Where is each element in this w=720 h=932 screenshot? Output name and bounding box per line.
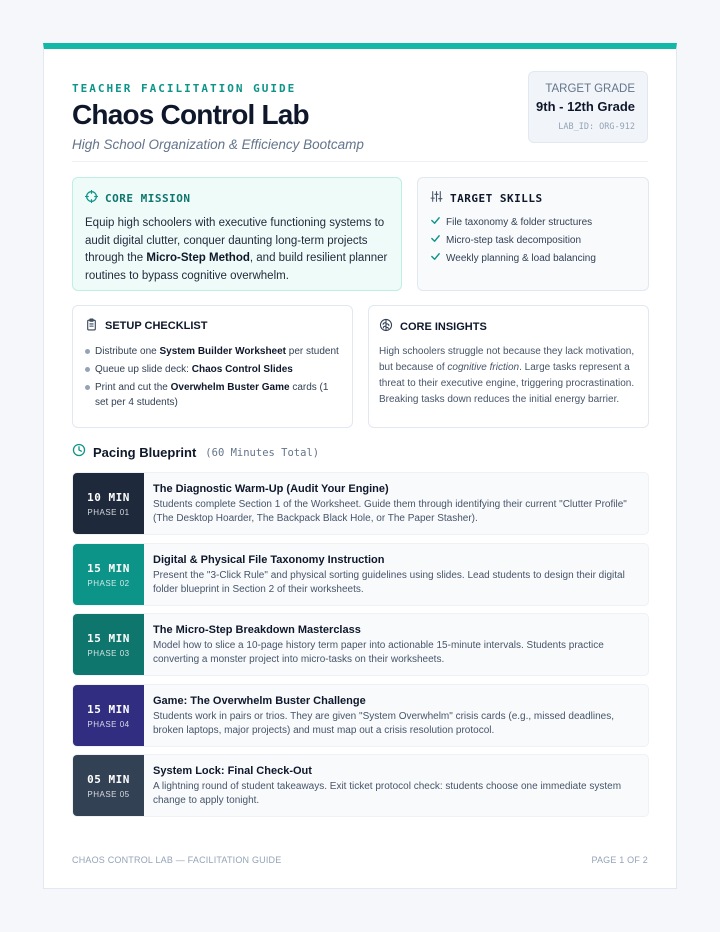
setup-checklist-card (72, 305, 353, 428)
document-page (43, 43, 677, 889)
target-skills-title: TARGET SKILLS (450, 191, 543, 205)
phase-card-01 (72, 472, 649, 535)
core-insights-text: High schoolers struggle not because they lack motivation, but because of cognitive friction. Large tasks represent a threat to their executive engine, triggering procrastination. Breaking tasks down reduces the initial energy barrier. (379, 346, 635, 405)
core-mission-heading (85, 190, 389, 206)
pacing-title: Pacing Blueprint (93, 445, 197, 460)
phase-body (144, 544, 648, 605)
list-item (430, 213, 636, 231)
setup-checklist-heading (85, 318, 340, 334)
phase-card-05 (72, 754, 649, 817)
phase-tag (73, 473, 144, 534)
phase-body (144, 755, 648, 816)
phase-title: The Diagnostic Warm-Up (Audit Your Engine) (153, 483, 389, 495)
header-divider (72, 161, 648, 162)
target-skills-heading (430, 190, 636, 206)
phase-tag (73, 544, 144, 605)
phase-tag (73, 755, 144, 816)
page-subtitle: High School Organization & Efficiency Bootcamp (72, 137, 364, 152)
pacing-total-duration: (60 Minutes Total) (205, 446, 320, 459)
list-item: Queue up slide deck: Chaos Control Slides (85, 362, 340, 377)
phase-title: Digital & Physical File Taxonomy Instruction (153, 554, 385, 566)
phase-description: Students complete Section 1 of the Worksheet. Guide them through identifying their current "Clutter Profile" (The Desktop Hoarder, The Backpack Black Hole, or The Paper Stasher). (153, 499, 627, 524)
brain-icon (379, 318, 393, 335)
list-item (430, 231, 636, 249)
setup-checklist-title: SETUP CHECKLIST (105, 320, 208, 332)
lab-id: LAB_ID: ORG-912 (558, 122, 635, 132)
phase-description: Model how to slice a 10-page history term paper into actionable 15-minute intervals. Students practice converting a monster project into micro-tasks on their worksheets. (153, 640, 604, 665)
footer-page-number: PAGE 1 OF 2 (591, 855, 648, 865)
phase-duration: 15 MIN (87, 703, 130, 716)
phase-tag (73, 685, 144, 746)
phase-body (144, 685, 648, 746)
phase-title: Game: The Overwhelm Buster Challenge (153, 695, 366, 707)
list-item: Distribute one System Builder Worksheet per student (85, 344, 340, 359)
grade-value: 9th - 12th Grade (536, 99, 635, 114)
phase-card-03 (72, 613, 649, 676)
phase-tag (73, 614, 144, 675)
phase-number: PHASE 01 (87, 508, 130, 517)
phase-title: The Micro-Step Breakdown Masterclass (153, 624, 361, 636)
clipboard-icon (85, 318, 98, 334)
phase-card-02 (72, 543, 649, 606)
core-mission-title: CORE MISSION (105, 191, 191, 205)
phase-title: System Lock: Final Check-Out (153, 765, 312, 777)
phase-number: PHASE 05 (87, 790, 130, 799)
footer-document-title: CHAOS CONTROL LAB — FACILITATION GUIDE (72, 855, 282, 865)
core-mission-card (72, 177, 402, 291)
skill-label: Micro-step task decomposition (446, 234, 582, 246)
skill-list (430, 213, 636, 267)
phase-description: A lightning round of student takeaways. Exit ticket protocol check: students choose one immediate system change to apply tonight. (153, 781, 622, 806)
phase-duration: 10 MIN (87, 491, 130, 504)
skill-label: File taxonomy & folder structures (446, 216, 593, 228)
grade-label: TARGET GRADE (545, 83, 635, 95)
core-insights-title: CORE INSIGHTS (400, 320, 487, 333)
phase-body (144, 614, 648, 675)
check-icon (430, 251, 441, 265)
target-skills-card (417, 177, 649, 291)
check-icon (430, 233, 441, 247)
list-item (430, 249, 636, 267)
list-item: Print and cut the Overwhelm Buster Game cards (1 set per 4 students) (85, 380, 340, 410)
sliders-icon (430, 190, 443, 206)
check-icon (430, 215, 441, 229)
phase-duration: 05 MIN (87, 773, 130, 786)
eyebrow-label: TEACHER FACILITATION GUIDE (72, 82, 297, 95)
phase-duration: 15 MIN (87, 632, 130, 645)
phase-body (144, 473, 648, 534)
phase-number: PHASE 02 (87, 579, 130, 588)
skill-label: Weekly planning & load balancing (446, 252, 596, 264)
target-grade-box (528, 71, 648, 143)
pacing-blueprint-heading (72, 443, 319, 462)
phase-duration: 15 MIN (87, 562, 130, 575)
crosshair-icon (85, 190, 98, 206)
phase-number: PHASE 04 (87, 720, 130, 729)
checklist-items (85, 344, 340, 410)
phase-card-04 (72, 684, 649, 747)
phase-number: PHASE 03 (87, 649, 130, 658)
core-insights-heading (379, 318, 636, 335)
core-insights-card (368, 305, 649, 428)
core-mission-text: Equip high schoolers with executive functioning systems to audit digital clutter, conquer daunting long-term projects through the Micro-Step Method, and build resilient planner routines to bypass cognitive overwhelm. (85, 217, 388, 282)
clock-icon (72, 443, 86, 462)
micro-step-method-text: Micro-Step Method (146, 252, 250, 264)
phase-description: Present the "3-Click Rule" and physical sorting guidelines using slides. Lead students to design their digital folder blueprint in Section 2 of their worksheets. (153, 570, 625, 595)
page-title: Chaos Control Lab (72, 99, 309, 130)
phase-description: Students work in pairs or trios. They are given "System Overwhelm" crisis cards (e.g., missed deadlines, broken laptops, major projects) and must map out a crisis resolution protocol. (153, 711, 614, 736)
